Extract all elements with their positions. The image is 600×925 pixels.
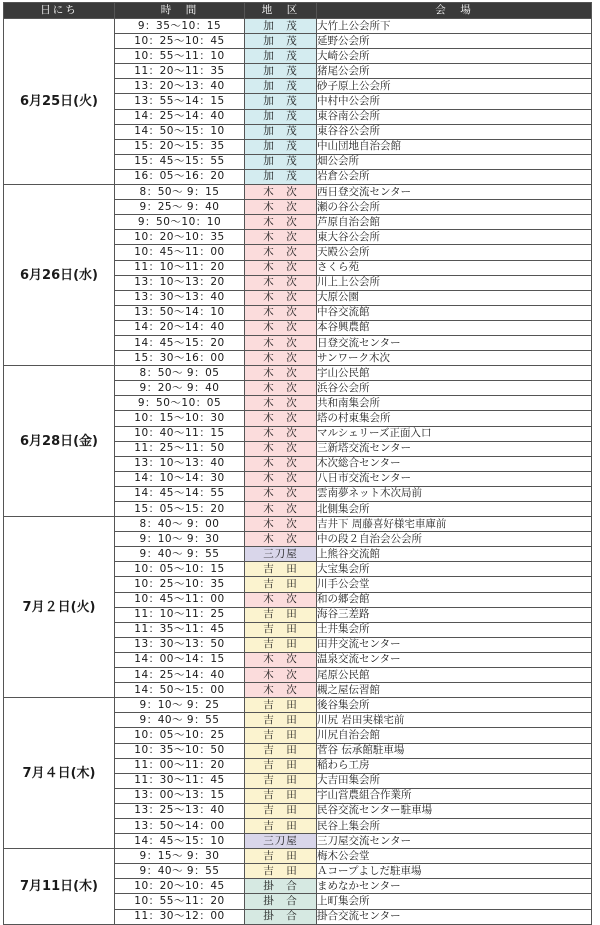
time-cell: 13：10～13：40 [115, 456, 245, 471]
area-cell: 木 次 [245, 411, 317, 426]
place-cell: 三刀屋交流センター [317, 834, 592, 849]
time-cell: 13：50～14：00 [115, 818, 245, 833]
place-cell: 海谷三差路 [317, 607, 592, 622]
area-cell: 加 茂 [245, 109, 317, 124]
time-cell: 14：10～14：30 [115, 471, 245, 486]
time-cell: 11：10～11：20 [115, 260, 245, 275]
time-cell: 15：05～15：20 [115, 502, 245, 517]
place-cell: 上町集会所 [317, 894, 592, 909]
area-cell: 吉 田 [245, 562, 317, 577]
time-cell: 9：50～10：05 [115, 396, 245, 411]
time-cell: 10：15～10：30 [115, 411, 245, 426]
time-cell: 11：35～11：45 [115, 622, 245, 637]
time-cell: 14：50～15：00 [115, 683, 245, 698]
area-cell: 木 次 [245, 517, 317, 532]
table-row [4, 185, 592, 200]
place-cell: 上熊谷交流館 [317, 547, 592, 562]
place-cell: 岩倉公会所 [317, 169, 592, 184]
time-cell: 14：45～15：20 [115, 335, 245, 350]
date-cell: 7月２日(火) [4, 517, 115, 698]
time-cell: 9：15～ 9：30 [115, 849, 245, 864]
place-cell: 宇山公民館 [317, 366, 592, 381]
time-cell: 13：20～13：40 [115, 79, 245, 94]
time-cell: 10：25～10：45 [115, 34, 245, 49]
place-cell: 宇山営農組合作業所 [317, 788, 592, 803]
table-body [4, 19, 592, 925]
time-cell: 8：50～ 9：15 [115, 185, 245, 200]
place-cell: 和の郷会館 [317, 592, 592, 607]
place-cell: 中村中公会所 [317, 94, 592, 109]
area-cell: 木 次 [245, 456, 317, 471]
place-cell: 浜谷公会所 [317, 381, 592, 396]
place-cell: さくら苑 [317, 260, 592, 275]
table-row [4, 849, 592, 864]
time-cell: 10：40～11：15 [115, 426, 245, 441]
area-cell: 吉 田 [245, 637, 317, 652]
place-cell: 砂子原上公会所 [317, 79, 592, 94]
time-cell: 13：25～13：40 [115, 803, 245, 818]
place-cell: 田井交流センター [317, 637, 592, 652]
area-cell: 吉 田 [245, 713, 317, 728]
time-cell: 9：10～ 9：25 [115, 698, 245, 713]
place-cell: 民谷上集会所 [317, 818, 592, 833]
area-cell: 掛 合 [245, 879, 317, 894]
time-cell: 10：05～10：15 [115, 562, 245, 577]
area-cell: 三刀屋 [245, 547, 317, 562]
place-cell: 民谷交流センター駐車場 [317, 803, 592, 818]
place-cell: 八日市交流センター [317, 471, 592, 486]
time-cell: 14：20～14：40 [115, 320, 245, 335]
area-cell: 加 茂 [245, 94, 317, 109]
area-cell: 加 茂 [245, 154, 317, 169]
time-cell: 8：50～ 9：05 [115, 366, 245, 381]
place-cell: 日登交流センター [317, 335, 592, 350]
place-cell: 川上上公会所 [317, 275, 592, 290]
place-cell: 掛合交流センター [317, 909, 592, 924]
place-cell: 大吉田集会所 [317, 773, 592, 788]
place-cell: 土井集会所 [317, 622, 592, 637]
area-cell: 加 茂 [245, 124, 317, 139]
area-cell: 木 次 [245, 245, 317, 260]
place-cell: サンワーク木次 [317, 351, 592, 366]
time-cell: 13：50～14：10 [115, 305, 245, 320]
place-cell: 川尻 岩田実様宅前 [317, 713, 592, 728]
place-cell: 木次総合センター [317, 456, 592, 471]
area-cell: 吉 田 [245, 788, 317, 803]
table-header [4, 3, 592, 19]
date-cell: 6月26日(水) [4, 185, 115, 366]
time-cell: 15：20～15：35 [115, 139, 245, 154]
area-cell: 木 次 [245, 200, 317, 215]
time-cell: 13：30～13：40 [115, 290, 245, 305]
place-cell: 東谷南公会所 [317, 109, 592, 124]
area-cell: 木 次 [245, 502, 317, 517]
place-cell: 中の段２自治会公会所 [317, 532, 592, 547]
place-cell: 大竹上公会所下 [317, 19, 592, 34]
area-cell: 木 次 [245, 381, 317, 396]
area-cell: 木 次 [245, 366, 317, 381]
area-cell: 加 茂 [245, 64, 317, 79]
time-cell: 9：35～10：15 [115, 19, 245, 34]
time-cell: 9：40～ 9：55 [115, 864, 245, 879]
area-cell: 吉 田 [245, 803, 317, 818]
area-cell: 木 次 [245, 471, 317, 486]
table-row [4, 366, 592, 381]
time-cell: 14：50～15：10 [115, 124, 245, 139]
place-cell: 本谷興農館 [317, 320, 592, 335]
header-date: 日にち [4, 3, 115, 19]
table-row [4, 19, 592, 34]
place-cell: Ａコープよしだ駐車場 [317, 864, 592, 879]
area-cell: 加 茂 [245, 169, 317, 184]
place-cell: 中谷交流館 [317, 305, 592, 320]
place-cell: 大原公園 [317, 290, 592, 305]
area-cell: 加 茂 [245, 79, 317, 94]
area-cell: 吉 田 [245, 728, 317, 743]
time-cell: 15：45～15：55 [115, 154, 245, 169]
area-cell: 吉 田 [245, 607, 317, 622]
area-cell: 吉 田 [245, 743, 317, 758]
time-cell: 10：55～11：20 [115, 894, 245, 909]
place-cell: 川手公会堂 [317, 577, 592, 592]
header-time: 時 間 [115, 3, 245, 19]
area-cell: 吉 田 [245, 698, 317, 713]
area-cell: 木 次 [245, 532, 317, 547]
place-cell: 西日登交流センター [317, 185, 592, 200]
area-cell: 木 次 [245, 320, 317, 335]
area-cell: 三刀屋 [245, 834, 317, 849]
area-cell: 木 次 [245, 185, 317, 200]
time-cell: 8：40～ 9：00 [115, 517, 245, 532]
place-cell: 猪尾公会所 [317, 64, 592, 79]
area-cell: 吉 田 [245, 577, 317, 592]
area-cell: 吉 田 [245, 849, 317, 864]
place-cell: 延野公会所 [317, 34, 592, 49]
time-cell: 10：45～11：00 [115, 592, 245, 607]
time-cell: 11：30～12：00 [115, 909, 245, 924]
time-cell: 11：25～11：50 [115, 441, 245, 456]
place-cell: 菅谷 伝承館駐車場 [317, 743, 592, 758]
area-cell: 加 茂 [245, 34, 317, 49]
area-cell: 木 次 [245, 260, 317, 275]
place-cell: マルシェリーズ正面入口 [317, 426, 592, 441]
place-cell: 中山団地自治会館 [317, 139, 592, 154]
time-cell: 11：30～11：45 [115, 773, 245, 788]
area-cell: 木 次 [245, 652, 317, 667]
area-cell: 木 次 [245, 275, 317, 290]
time-cell: 10：35～10：50 [115, 743, 245, 758]
area-cell: 木 次 [245, 215, 317, 230]
date-cell: 7月４日(木) [4, 698, 115, 849]
time-cell: 11：00～11：20 [115, 758, 245, 773]
place-cell: 吉井下 周藤喜好様宅車庫前 [317, 517, 592, 532]
area-cell: 木 次 [245, 426, 317, 441]
place-cell: 川尻自治会館 [317, 728, 592, 743]
area-cell: 木 次 [245, 290, 317, 305]
time-cell: 10：05～10：25 [115, 728, 245, 743]
area-cell: 吉 田 [245, 773, 317, 788]
area-cell: 木 次 [245, 668, 317, 683]
area-cell: 加 茂 [245, 49, 317, 64]
header-place: 会 場 [317, 3, 592, 19]
area-cell: 木 次 [245, 683, 317, 698]
place-cell: 共和南集会所 [317, 396, 592, 411]
area-cell: 掛 合 [245, 909, 317, 924]
time-cell: 13：30～13：50 [115, 637, 245, 652]
place-cell: 東谷谷公会所 [317, 124, 592, 139]
area-cell: 木 次 [245, 305, 317, 320]
area-cell: 吉 田 [245, 864, 317, 879]
place-cell: 大宝集会所 [317, 562, 592, 577]
time-cell: 14：25～14：40 [115, 109, 245, 124]
time-cell: 10：20～10：35 [115, 230, 245, 245]
time-cell: 16：05～16：20 [115, 169, 245, 184]
time-cell: 14：45～15：10 [115, 834, 245, 849]
place-cell: 稲わら工房 [317, 758, 592, 773]
time-cell: 14：25～14：40 [115, 668, 245, 683]
area-cell: 木 次 [245, 592, 317, 607]
area-cell: 吉 田 [245, 758, 317, 773]
place-cell: 尾原公民館 [317, 668, 592, 683]
place-cell: 槻之屋伝習館 [317, 683, 592, 698]
time-cell: 9：50～10：10 [115, 215, 245, 230]
time-cell: 9：10～ 9：30 [115, 532, 245, 547]
time-cell: 13：00～13：15 [115, 788, 245, 803]
area-cell: 木 次 [245, 230, 317, 245]
time-cell: 9：25～ 9：40 [115, 200, 245, 215]
area-cell: 木 次 [245, 441, 317, 456]
table-row [4, 698, 592, 713]
place-cell: 温泉交流センター [317, 652, 592, 667]
place-cell: 三新塔交流センター [317, 441, 592, 456]
time-cell: 10：20～10：45 [115, 879, 245, 894]
area-cell: 木 次 [245, 396, 317, 411]
area-cell: 木 次 [245, 351, 317, 366]
time-cell: 9：40～ 9：55 [115, 547, 245, 562]
place-cell: 梅木公会堂 [317, 849, 592, 864]
place-cell: まめなかセンター [317, 879, 592, 894]
time-cell: 9：20～ 9：40 [115, 381, 245, 396]
time-cell: 9：40～ 9：55 [115, 713, 245, 728]
header-row [4, 3, 592, 19]
time-cell: 14：45～14：55 [115, 486, 245, 501]
time-cell: 11：20～11：35 [115, 64, 245, 79]
schedule-table [3, 2, 592, 925]
date-cell: 6月28日(金) [4, 366, 115, 517]
schedule-table-wrapper [3, 2, 592, 925]
place-cell: 天殿公会所 [317, 245, 592, 260]
area-cell: 加 茂 [245, 19, 317, 34]
place-cell: 雲南夢ネット木次局前 [317, 486, 592, 501]
table-row [4, 517, 592, 532]
time-cell: 11：10～11：25 [115, 607, 245, 622]
area-cell: 加 茂 [245, 139, 317, 154]
date-cell: 6月25日(火) [4, 19, 115, 185]
area-cell: 掛 合 [245, 894, 317, 909]
area-cell: 木 次 [245, 486, 317, 501]
time-cell: 13：10～13：20 [115, 275, 245, 290]
area-cell: 吉 田 [245, 818, 317, 833]
time-cell: 14：00～14：15 [115, 652, 245, 667]
date-cell: 7月11日(木) [4, 849, 115, 924]
time-cell: 10：45～11：00 [115, 245, 245, 260]
place-cell: 塔の村東集会所 [317, 411, 592, 426]
time-cell: 15：30～16：00 [115, 351, 245, 366]
place-cell: 北側集会所 [317, 502, 592, 517]
time-cell: 10：55～11：10 [115, 49, 245, 64]
time-cell: 13：55～14：15 [115, 94, 245, 109]
place-cell: 瀬の谷公会所 [317, 200, 592, 215]
place-cell: 大崎公会所 [317, 49, 592, 64]
place-cell: 芦原自治会館 [317, 215, 592, 230]
place-cell: 後谷集会所 [317, 698, 592, 713]
area-cell: 吉 田 [245, 622, 317, 637]
area-cell: 木 次 [245, 335, 317, 350]
header-area: 地 区 [245, 3, 317, 19]
time-cell: 10：25～10：35 [115, 577, 245, 592]
place-cell: 東大谷公会所 [317, 230, 592, 245]
place-cell: 畑公会所 [317, 154, 592, 169]
